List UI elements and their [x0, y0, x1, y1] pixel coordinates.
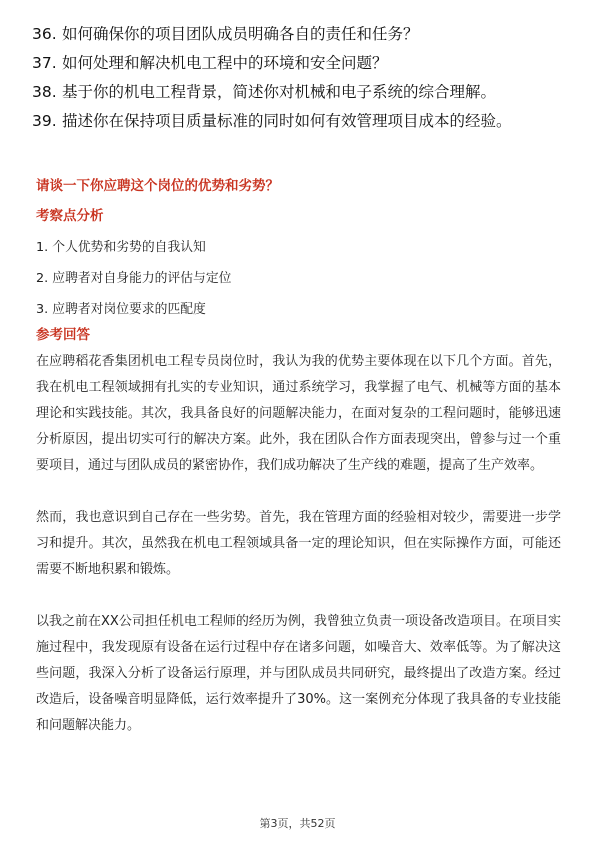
- page-number: 第3页，共52页: [259, 817, 336, 830]
- question-item: [32, 80, 567, 105]
- question-text: 描述你在保持项目质量标准的同时如何有效管理项目成本的经验。: [62, 112, 512, 130]
- analysis-point: 2. 应聘者对自身能力的评估与定位: [36, 271, 232, 286]
- answer-paragraph: 在应聘稻花香集团机电工程专员岗位时，我认为我的优势主要体现在以下几个方面。首先，我在机电工程领域拥有扎实的专业知识，通过系统学习，我掌握了电气、机械等方面的基本理论和实践技能。其次，我具备良好的问题解决能力，在面对复杂的工程问题时，能够迅速分析原因，提出切实可行的解决方案。此外，我在团队合作方面表现突出，曾参与过一个重要项目，通过与团队成员的紧密协作，我们成功解决了生产线的难题，提高了生产效率。: [36, 354, 561, 473]
- question-section: [36, 176, 561, 196]
- question-item: [32, 109, 567, 134]
- answer-heading: 参考回答: [36, 327, 90, 343]
- analysis-heading: 考察点分析: [36, 208, 104, 224]
- question-item: [32, 22, 567, 47]
- question-text: 如何确保你的项目团队成员明确各自的责任和任务？: [62, 25, 419, 43]
- question-item: [32, 51, 567, 76]
- question-number: 36.: [32, 25, 57, 43]
- answer-paragraph: 然而，我也意识到自己存在一些劣势。首先，我在管理方面的经验相对较少，需要进一步学习和提升。其次，虽然我在机电工程领域具备一定的理论知识，但在实际操作方面，可能还需要不断地积累和锻炼。: [36, 510, 561, 577]
- question-title: 请谈一下你应聘这个岗位的优势和劣势？: [36, 178, 279, 194]
- analysis-point: 3. 应聘者对岗位要求的匹配度: [36, 302, 206, 317]
- question-text: 如何处理和解决机电工程中的环境和安全问题？: [62, 54, 388, 72]
- question-list: [32, 22, 567, 138]
- question-number: 39.: [32, 112, 57, 130]
- question-text: 基于你的机电工程背景，简述你对机械和电子系统的综合理解。: [62, 83, 497, 101]
- answer-paragraph: 以我之前在XX公司担任机电工程师的经历为例，我曾独立负责一项设备改造项目。在项目实施过程中，我发现原有设备在运行过程中存在诸多问题，如噪音大、效率低等。为了解决这些问题，我深入分析了设备运行原理，并与团队成员共同研究，最终提出了改造方案。经过改造后，设备噪音明显降低，运行效率提升了30%。这一案例充分体现了我具备的专业技能和问题解决能力。: [36, 614, 561, 733]
- question-number: 37.: [32, 54, 57, 72]
- analysis-point: 1. 个人优势和劣势的自我认知: [36, 240, 206, 255]
- analysis-section: [36, 206, 561, 331]
- question-number: 38.: [32, 83, 57, 101]
- answer-section: [36, 325, 561, 739]
